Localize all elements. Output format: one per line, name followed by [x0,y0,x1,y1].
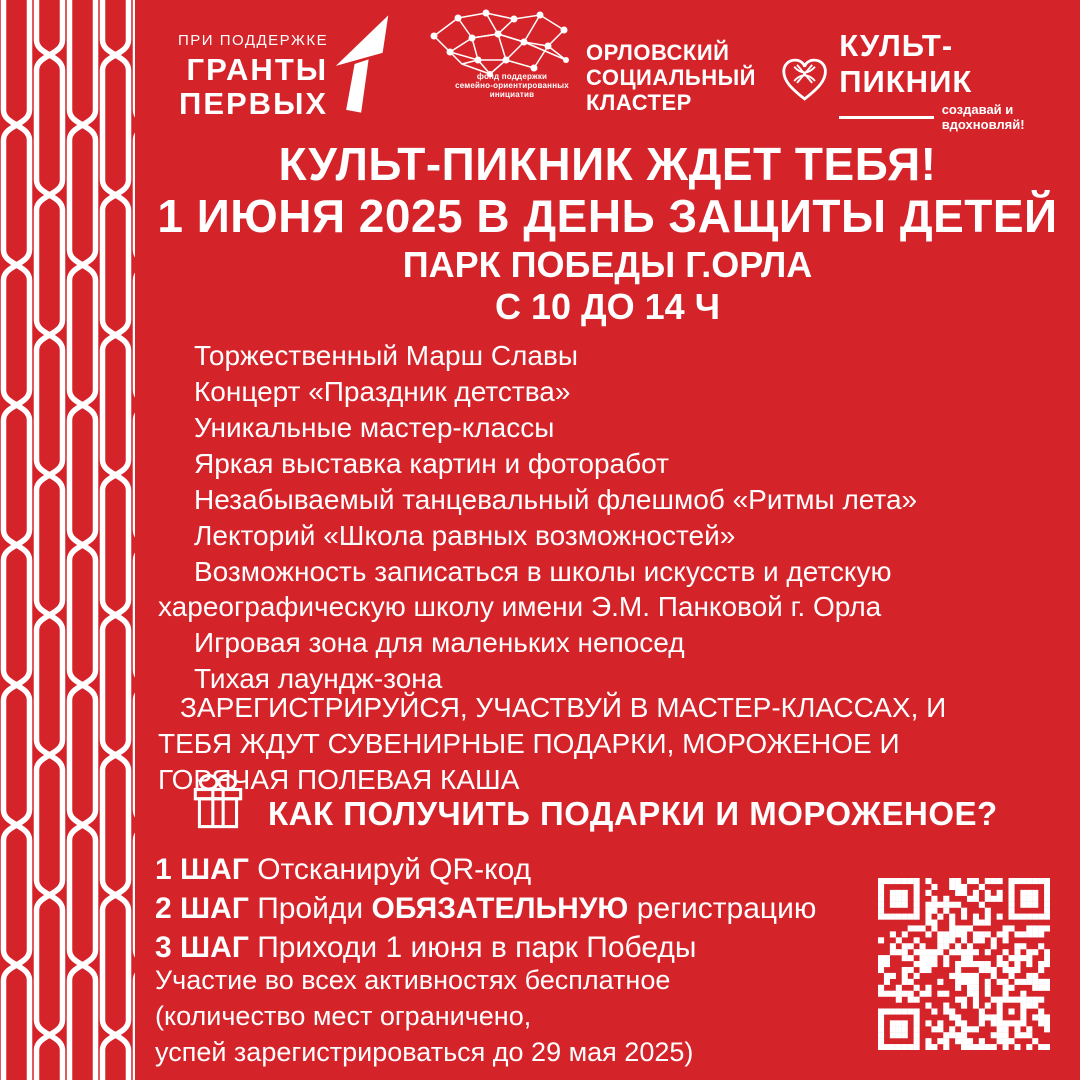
network-icon [424,6,584,78]
footer-line: (количество мест ограничено, [155,1001,532,1031]
activity-item: Яркая выставка картин и фоторабот [194,448,669,479]
step-text: Приходи 1 июня в парк Победы [257,931,697,964]
cluster-name-line3: КЛАСТЕР [586,90,692,115]
grants-support-label: ПРИ ПОДДЕРЖКЕ [178,32,329,49]
title-line2: 1 ИЮНЯ 2025 В ДЕНЬ ЗАЩИТЫ ДЕТЕЙ [157,190,1058,242]
step-label: 3 ШАГ [155,931,258,964]
gift-icon [186,772,250,840]
activity-item: Концерт «Праздник детства» [194,376,571,407]
steps-list [155,850,816,967]
activity-item: Игровая зона для маленьких непосед [194,627,685,658]
step-text-bold: ОБЯЗАТЕЛЬНУЮ [371,892,629,925]
cluster-sub-line2: семейно-ориентированных [455,81,569,90]
title-block [135,138,1080,328]
grants-name-line2: ПЕРВЫХ [179,86,329,121]
activity-item: Тихая лаундж-зона [194,663,443,694]
activity-item: Возможность записаться в школы искусств и детскую хареографическую школу имени Э.М. Панковой г. Орла [158,556,892,622]
step-item [155,850,816,889]
registration-note: ЗАРЕГИСТРИРУЙСЯ, УЧАСТВУЙ В МАСТЕР-КЛАССАХ, И ТЕБЯ ЖДУТ СУВЕНИРНЫЕ ПОДАРКИ, МОРОЖЕНОЕ И ГОРЯЧАЯ ПОЛЕВАЯ КАША [158,692,947,795]
title-line3: ПАРК ПОБЕДЫ Г.ОРЛА [402,244,813,285]
cluster-sub-line3: инициатив [489,90,535,99]
step-text: регистрацию [628,892,817,925]
cluster-sub-line1: фонд поддержки [476,72,548,81]
activity-item: Незабываемый танцевальный флешмоб «Ритмы лета» [194,484,918,515]
step-text: Пройди [257,892,372,925]
activity-item: Торжественный Марш Славы [194,340,578,371]
cluster-name-line2: СОЦИАЛЬНЫЙ [586,65,756,90]
kult-piknik-slogan: создавай и вдохновляй! [941,102,1025,132]
kult-piknik-name: КУЛЬТ-ПИКНИК [839,28,973,99]
arrow-one-icon [334,14,392,114]
footer-note [155,962,693,1070]
kult-piknik-logo [780,28,1080,132]
knot-heart-icon [780,52,829,108]
kult-piknik-rule [839,116,933,119]
step-item [155,889,816,928]
footer-line: Участие во всех активностях бесплатное [155,965,671,995]
step-label: 2 ШАГ [155,892,258,925]
gifts-heading: КАК ПОЛУЧИТЬ ПОДАРКИ И МОРОЖЕНОЕ? [268,795,998,832]
activities-list [158,338,1026,697]
woven-ornament-pattern [0,0,135,1080]
activity-item: Уникальные мастер-классы [194,412,555,443]
step-text: Отсканируй QR-код [257,853,532,886]
title-line4: С 10 ДО 14 Ч [494,286,721,327]
qr-code [878,878,1050,1050]
title-line1: КУЛЬТ-ПИКНИК ЖДЕТ ТЕБЯ! [278,138,937,190]
step-label: 1 ШАГ [155,853,258,886]
grants-pervykh-logo [178,14,392,121]
activity-item: Лекторий «Школа равных возможностей» [194,520,736,551]
grants-name-line1: ГРАНТЫ [186,52,329,87]
cluster-name-line1: ОРЛОВСКИЙ [586,40,730,65]
footer-line: успей зарегистрироваться до 29 мая 2025) [155,1037,694,1067]
